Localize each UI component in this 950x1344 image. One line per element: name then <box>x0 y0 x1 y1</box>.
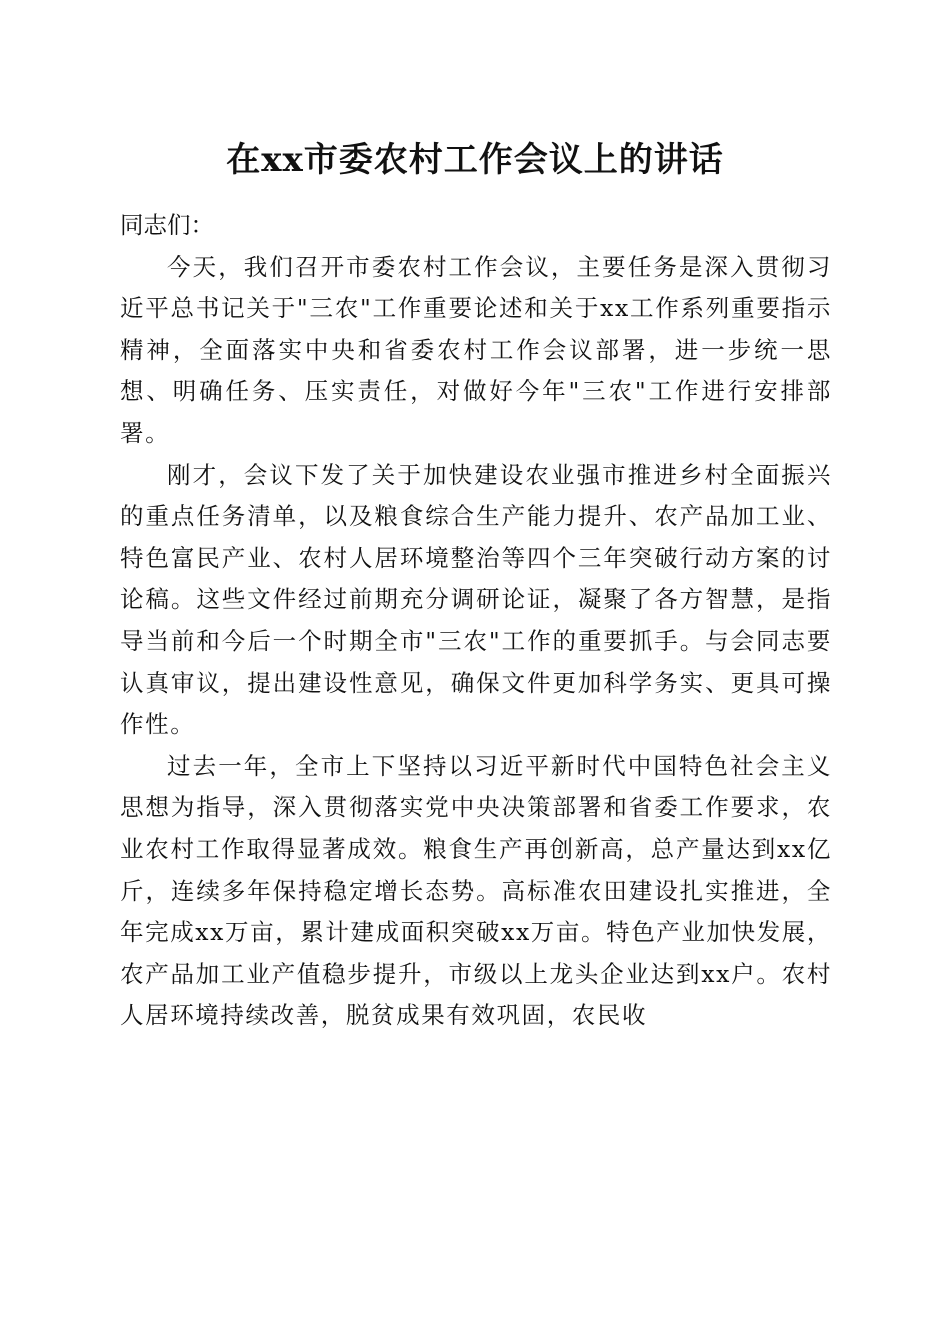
salutation: 同志们： <box>120 211 214 239</box>
document-body <box>120 205 832 1037</box>
document-title: 在xx市委农村工作会议上的讲话 <box>226 140 724 180</box>
paragraph-1: 今天，我们召开市委农村工作会议，主要任务是深入贯彻习近平总书记关于"三农"工作重要论述和关于xx工作系列重要指示精神，全面落实中央和省委农村工作会议部署，进一步统一思想、明确任务、压实责任，对做好今年"三农"工作进行安排部署。 <box>120 252 832 447</box>
paragraph-2: 刚才，会议下发了关于加快建设农业强市推进乡村全面振兴的重点任务清单，以及粮食综合生产能力提升、农产品加工业、特色富民产业、农村人居环境整治等四个三年突破行动方案的讨论稿。这些文件经过前期充分调研论证，凝聚了各方智慧，是指导当前和今后一个时期全市"三农"工作的重要抓手。与会同志要认真审议，提出建设性意见，确保文件更加科学务实、更具可操作性。 <box>120 460 832 739</box>
paragraph-3: 过去一年，全市上下坚持以习近平新时代中国特色社会主义思想为指导，深入贯彻落实党中央决策部署和省委工作要求，农业农村工作取得显著成效。粮食生产再创新高，总产量达到xx亿斤，连续多年保持稳定增长态势。高标准农田建设扎实推进，全年完成xx万亩，累计建成面积突破xx万亩。特色产业加快发展，农产品加工业产值稳步提升，市级以上龙头企业达到xx户。农村人居环境持续改善，脱贫成果有效巩固，农民收 <box>120 751 833 1030</box>
